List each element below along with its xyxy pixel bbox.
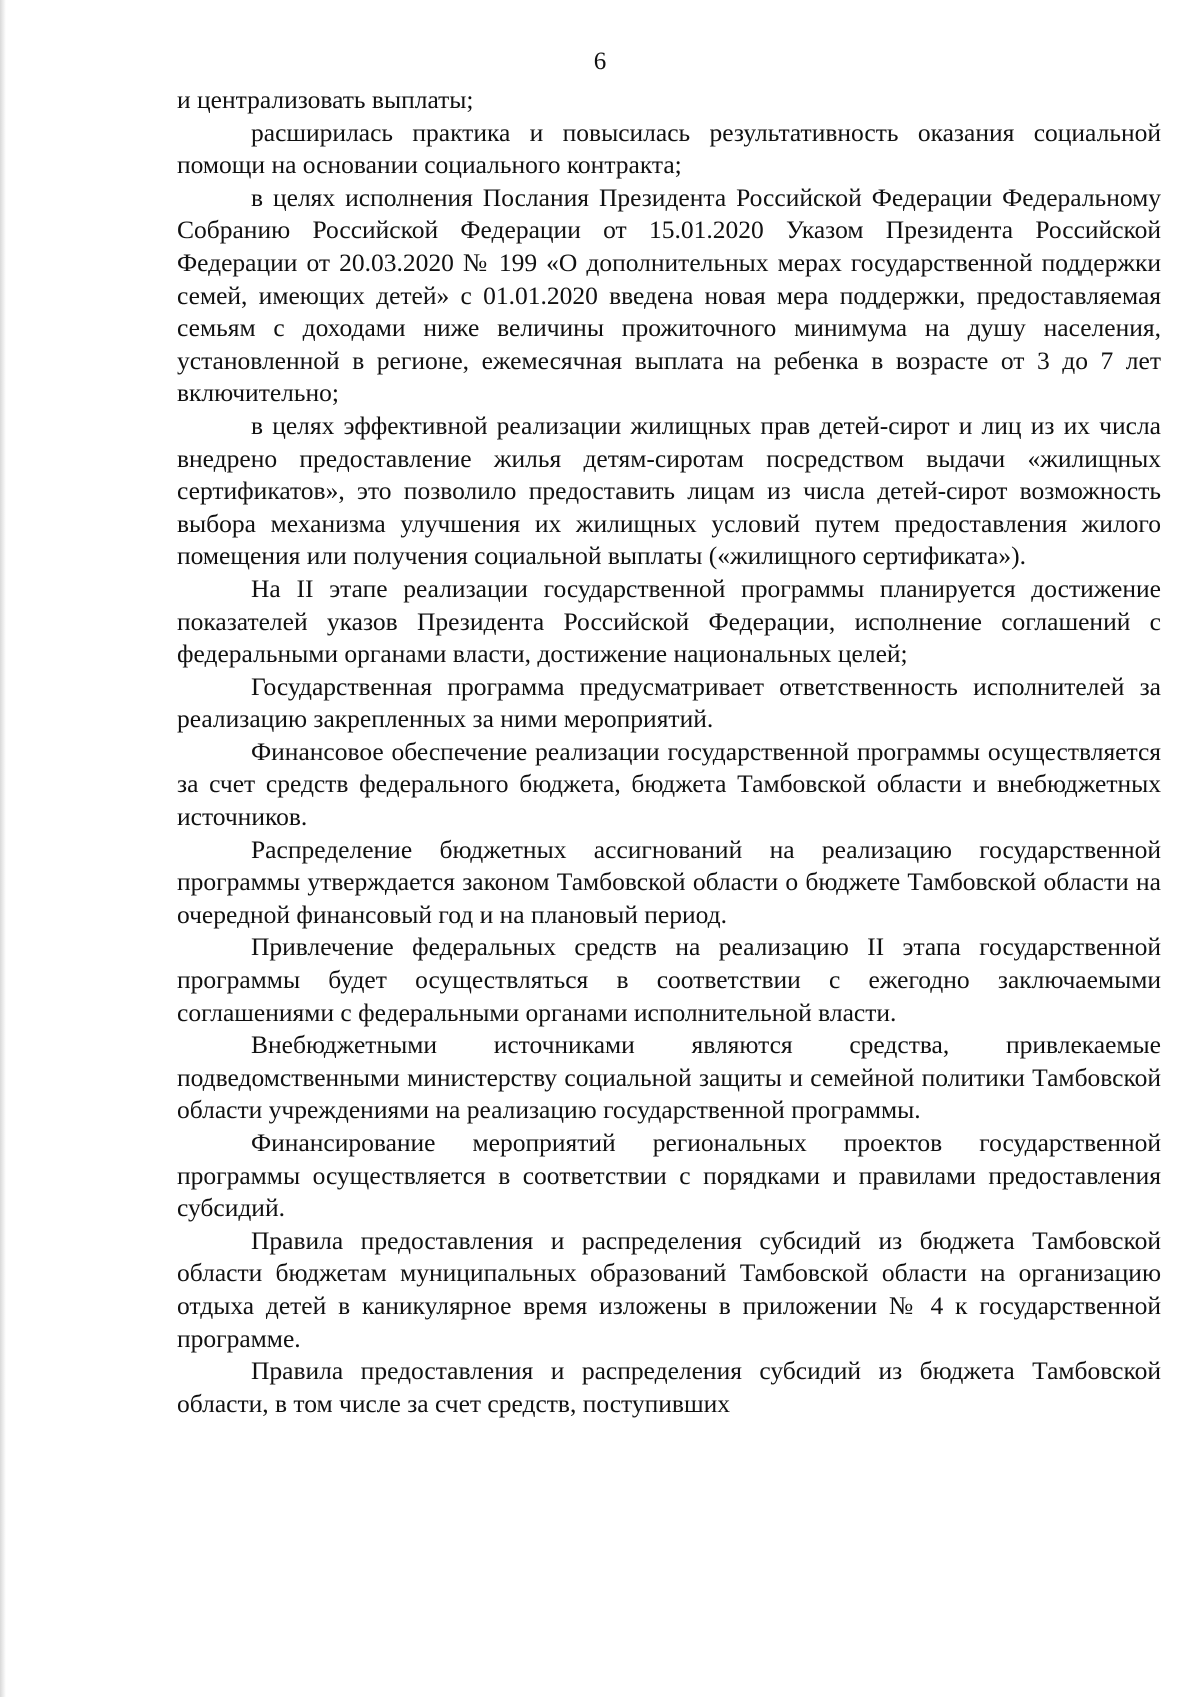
paragraph-subsidy-rules-continued: Правила предоставления и распределения субсидий из бюджета Тамбовской области, в том числе за счет средств, поступивших: [177, 1356, 1161, 1418]
paragraph-regional-projects: Финансирование мероприятий региональных проектов государственной программы осуществляется в соответствии с порядками и правилами предоставления субсидий.: [177, 1128, 1161, 1223]
paragraph-budget-allocation: Распределение бюджетных ассигнований на реализацию государственной программы утверждается законом Тамбовской области о бюджете Тамбовской области на очередной финансовый год и на плановый период.: [177, 834, 1161, 929]
paragraph-extrabudgetary-sources: Внебюджетными источниками являются средства, привлекаемые подведомственными министерству социальной защиты и семейной политики Тамбовской области учреждениями на реализацию государственной программы.: [177, 1030, 1161, 1125]
paragraph-social-contract: расширилась практика и повысилась результативность оказания социальной помощи на основании социального контракта;: [177, 117, 1161, 180]
paragraph-responsibility: Государственная программа предусматривает ответственность исполнителей за реализацию закрепленных за ними мероприятий.: [177, 671, 1161, 734]
paragraph-financing: Финансовое обеспечение реализации государственной программы осуществляется за счет средств федерального бюджета, бюджета Тамбовской области и внебюджетных источников.: [177, 736, 1161, 832]
document-body: [177, 84, 1161, 1420]
paragraph-subsidy-rules-recreation: Правила предоставления и распределения субсидий из бюджета Тамбовской области бюджетам муниципальных образований Тамбовской области на организацию отдыха детей в каникулярное время изложены в приложении № 4 к государственной программе.: [177, 1225, 1161, 1353]
paragraph-federal-funds: Привлечение федеральных средств на реализацию II этапа государственной программы будет осуществляться в соответствии с ежегодно заключаемыми соглашениями с федеральными органами исполнительной власти.: [177, 932, 1161, 1027]
page-number: 6: [593, 48, 607, 75]
paragraph-continuation: и централизовать выплаты;: [177, 85, 474, 114]
paragraph-housing-certificates: в целях эффективной реализации жилищных прав детей-сирот и лиц из их числа внедрено предоставление жилья детям-сиротам посредством выдачи «жилищных сертификатов», это позволило предоставить лицам из числа детей-сирот возможность выбора механизма улучшения их жилищных условий путем предоставления жилого помещения или получения социальной выплаты («жилищного сертификата»).: [177, 410, 1161, 571]
scan-edge-shadow: [0, 0, 6, 1697]
paragraph-stage-two: На II этапе реализации государственной программы планируется достижение показателей указов Президента Российской Федерации, исполнение соглашений с федеральными органами власти, достижение национальных целей;: [177, 573, 1161, 669]
paragraph-presidential-decree: в целях исполнения Послания Президента Российской Федерации Федеральному Собранию Российской Федерации от 15.01.2020 Указом Президента Российской Федерации от 20.03.2020 № 199 «О дополнительных мерах государственной поддержки семей, имеющих детей» с 01.01.2020 введена новая мера поддержки, предоставляемая семьям с доходами ниже величины прожиточного минимума на душу населения, установленной в регионе, ежемесячная выплата на ребенка в возрасте от 3 до 7 лет включительно;: [177, 182, 1161, 408]
